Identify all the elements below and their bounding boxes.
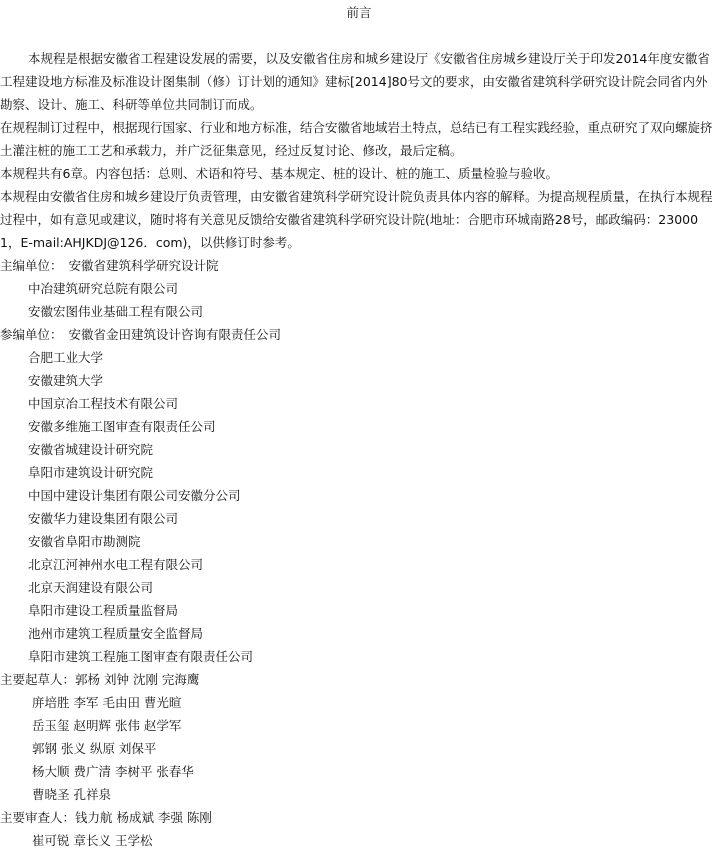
participating-unit-item: 安徽华力建设集团有限公司 xyxy=(28,511,179,526)
participating-unit-item: 安徽建筑大学 xyxy=(28,373,104,388)
reviewers-names: 钱力航 杨成斌 李强 陈刚 xyxy=(75,810,212,825)
drafters-first-line xyxy=(0,668,718,691)
participating-unit-item: 安徽省阜阳市勘测院 xyxy=(28,534,141,549)
page-title: 前言 xyxy=(346,5,372,20)
reviewers-first-line xyxy=(0,806,718,829)
chief-unit-item: 安徽省建筑科学研究设计院 xyxy=(68,258,219,273)
participating-unit-item: 安徽多维施工图审查有限责任公司 xyxy=(28,419,216,434)
drafters-label: 主要起草人： xyxy=(0,672,76,687)
drafters-names: 郭杨 刘钟 沈刚 完海鹰 xyxy=(75,672,200,687)
participating-units-first-line xyxy=(0,323,718,346)
participating-unit-item: 安徽省金田建筑设计咨询有限责任公司 xyxy=(68,327,282,342)
reviewers-label: 主要审查人： xyxy=(0,810,76,825)
participating-unit-item: 中国中建设计集团有限公司安徽分公司 xyxy=(28,488,241,503)
paragraph-basis: 本规程是根据安徽省工程建设发展的需要，以及安徽省住房和城乡建设厅《安徽省住房城乡建设厅关于印发2014年度安徽省工程建设地方标准及标准设计图集制（修）订计划的通知》建标[2014]80号文的要求，由安徽省建筑科学研究设计院会同省内外勘察、设计、施工、科研等单位共同制订而成。 xyxy=(0,51,710,112)
drafters-names: 曹晓圣 孔祥泉 xyxy=(32,787,111,802)
paragraph-contents: 本规程共有6章。内容包括：总则、术语和符号、基本规定、桩的设计、桩的施工、质量检验与验收。 xyxy=(0,166,558,181)
drafters-names: 庰培胜 李军 毛由田 曹光暄 xyxy=(32,695,182,710)
chief-unit-item: 安徽宏图伟业基础工程有限公司 xyxy=(28,304,204,319)
paragraph-process: 在规程制订过程中，根据现行国家、行业和地方标准，结合安徽省地域岩土特点，总结已有工程实践经验，重点研究了双向螺旋挤土灌注桩的施工工艺和承载力，并广泛征集意见，经过反复讨论、修改，最后定稿。 xyxy=(0,120,713,158)
paragraph-management: 本规程由安徽省住房和城乡建设厅负责管理，由安徽省建筑科学研究设计院负责具体内容的解释。为提高规程质量，在执行本规程过程中，如有意见或建议，随时将有关意见反馈给安徽省建筑科学研究设计院(地址：合肥市环城南路28号，邮政编码：230001，E-mail:AHJKDJ@126．com)，以供修订时参考。 xyxy=(0,189,713,250)
participating-unit-item: 阜阳市建筑设计研究院 xyxy=(28,465,154,480)
participating-unit-item: 安徽省城建设计研究院 xyxy=(28,442,154,457)
participating-unit-item: 阜阳市建设工程质量监督局 xyxy=(28,603,179,618)
drafters-names: 杨大顺 费广清 李树平 张春华 xyxy=(32,764,194,779)
participating-unit-item: 池州市建筑工程质量安全监督局 xyxy=(28,626,204,641)
participating-unit-item: 中国京冶工程技术有限公司 xyxy=(28,396,179,411)
chief-unit-item: 中冶建筑研究总院有限公司 xyxy=(28,281,179,296)
drafters-names: 岳玉玺 赵明辉 张伟 赵学军 xyxy=(32,718,182,733)
participating-unit-item: 北京天润建设有限公司 xyxy=(28,580,154,595)
reviewers-names: 崔可锐 章长义 王学松 xyxy=(32,833,153,848)
participating-units-label: 参编单位： xyxy=(0,327,63,342)
participating-unit-item: 阜阳市建筑工程施工图审查有限责任公司 xyxy=(28,649,254,664)
participating-unit-item: 北京江河神州水电工程有限公司 xyxy=(28,557,204,572)
chief-units-first-line xyxy=(0,254,718,277)
chief-units-label: 主编单位： xyxy=(0,258,63,273)
drafters-names: 郭钢 张义 纵原 刘保平 xyxy=(32,741,157,756)
participating-unit-item: 合肥工业大学 xyxy=(28,350,104,365)
